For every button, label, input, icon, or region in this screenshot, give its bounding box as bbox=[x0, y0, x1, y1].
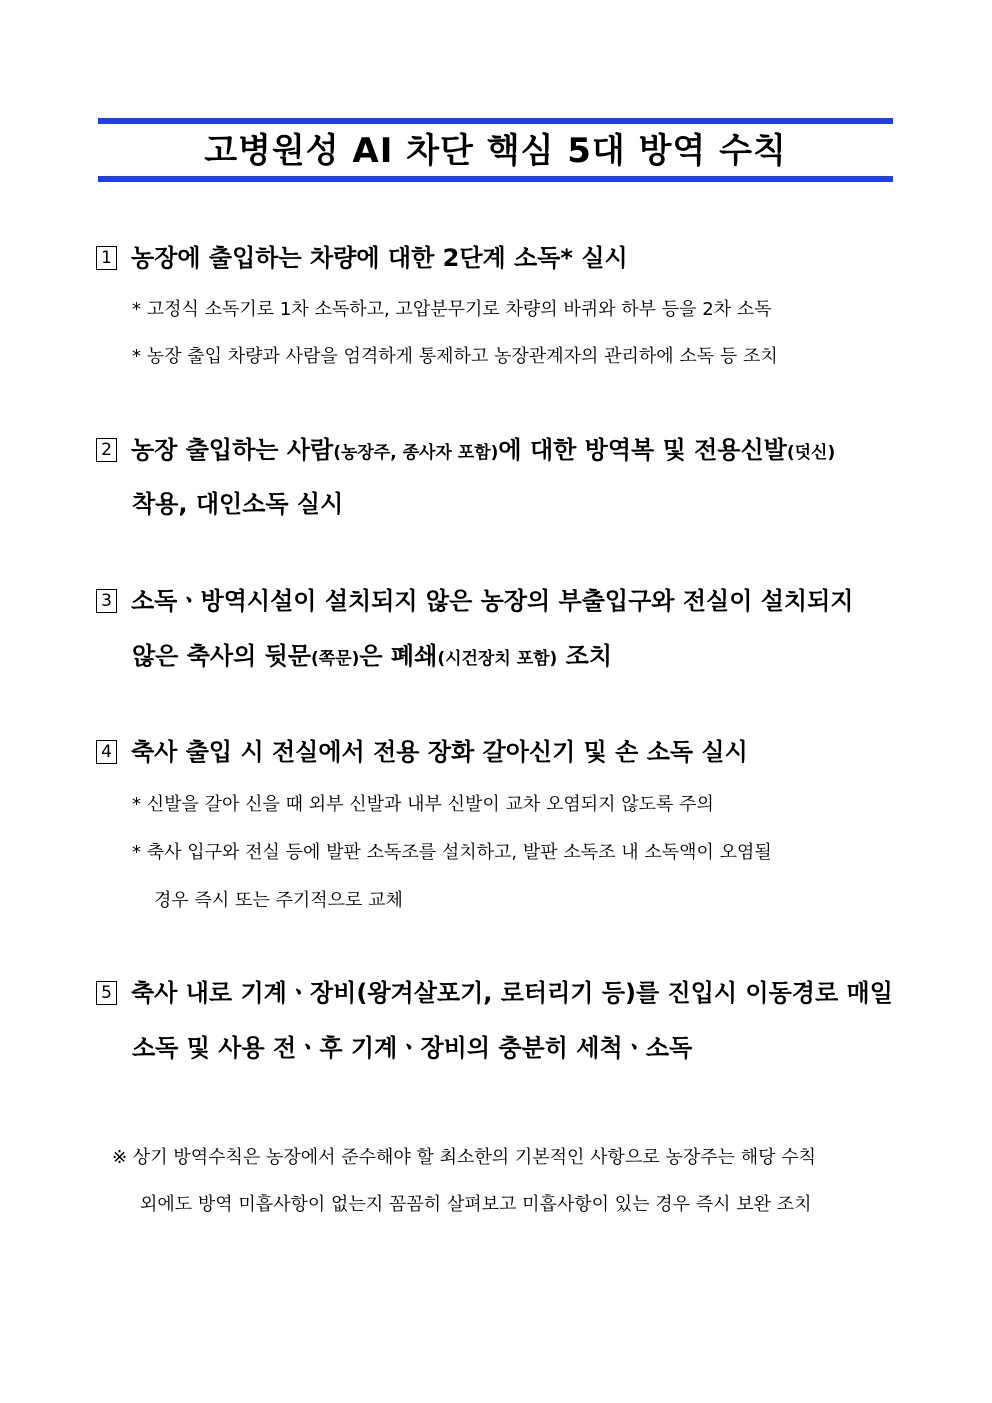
item-2-heading bbox=[96, 434, 835, 466]
item-5-continuation: 소독 및 사용 전ㆍ후 기계ㆍ장비의 충분히 세척ㆍ소독 bbox=[132, 1034, 693, 1062]
item-4-text: 축사 출입 시 전실에서 전용 장화 갈아신기 및 손 소독 실시 bbox=[131, 738, 748, 766]
item-4-sub-1: * 신발을 갈아 신을 때 외부 신발과 내부 신발이 교차 오염되지 않도록 주의 bbox=[132, 794, 714, 815]
item-3-continuation bbox=[132, 640, 612, 672]
title-top-rule bbox=[98, 118, 893, 124]
item-1-sub-1: * 고정식 소독기로 1차 소독하고, 고압분무기로 차량의 바퀴와 하부 등을 2차 소독 bbox=[132, 299, 772, 320]
item-2-text-a: 농장 출입하는 사람 bbox=[131, 436, 334, 464]
item-3-cont-b: (쪽문) bbox=[311, 649, 360, 669]
item-1-text: 농장에 출입하는 차량에 대한 2단계 소독* 실시 bbox=[131, 244, 628, 272]
item-4-sub-2: * 축사 입구와 전실 등에 발판 소독조를 설치하고, 발판 소독조 내 소독액이 오염될 bbox=[132, 842, 772, 863]
note-line-1: ※ 상기 방역수칙은 농장에서 준수해야 할 최소한의 기본적인 사항으로 농장주는 해당 수칙 bbox=[112, 1147, 816, 1168]
item-1-sub-2: * 농장 출입 차량과 사람을 엄격하게 통제하고 농장관계자의 관리하에 소독 등 조치 bbox=[132, 346, 778, 367]
item-2-continuation: 착용, 대인소독 실시 bbox=[132, 490, 344, 518]
item-3-cont-d: (시건장치 포함) bbox=[437, 649, 558, 669]
item-5-text: 축사 내로 기계ㆍ장비(왕겨살포기, 로터리기 등)를 진입시 이동경로 매일 bbox=[131, 979, 893, 1007]
item-4-number: 4 bbox=[96, 740, 117, 764]
item-4-heading bbox=[96, 736, 748, 768]
item-5-heading bbox=[96, 977, 893, 1009]
item-3-number: 3 bbox=[96, 589, 117, 613]
item-3-cont-e: 조치 bbox=[557, 642, 613, 670]
title-block bbox=[98, 118, 893, 184]
item-2-number: 2 bbox=[96, 438, 117, 462]
item-2-text-c: 에 대한 방역복 및 전용신발 bbox=[498, 436, 787, 464]
item-3-heading bbox=[96, 585, 853, 617]
item-4-sub-2-cont: 경우 즉시 또는 주기적으로 교체 bbox=[154, 890, 403, 911]
item-3-cont-a: 않은 축사의 뒷문 bbox=[132, 642, 311, 670]
note-line-2: 외에도 방역 미흡사항이 없는지 꼼꼼히 살펴보고 미흡사항이 있는 경우 즉시 보완 조치 bbox=[140, 1194, 812, 1215]
item-3-text: 소독ㆍ방역시설이 설치되지 않은 농장의 부출입구와 전실이 설치되지 bbox=[131, 587, 854, 615]
item-2-text-d: (덧신) bbox=[786, 443, 836, 463]
item-5-number: 5 bbox=[96, 981, 117, 1005]
document-title: 고병원성 AI 차단 핵심 5대 방역 수칙 bbox=[204, 131, 787, 171]
title-bottom-rule bbox=[98, 176, 893, 182]
item-1-heading bbox=[96, 242, 628, 274]
item-1-number: 1 bbox=[96, 246, 117, 270]
item-3-cont-c: 은 폐쇄 bbox=[359, 642, 438, 670]
item-2-text-b: (농장주, 종사자 포함) bbox=[333, 443, 499, 463]
